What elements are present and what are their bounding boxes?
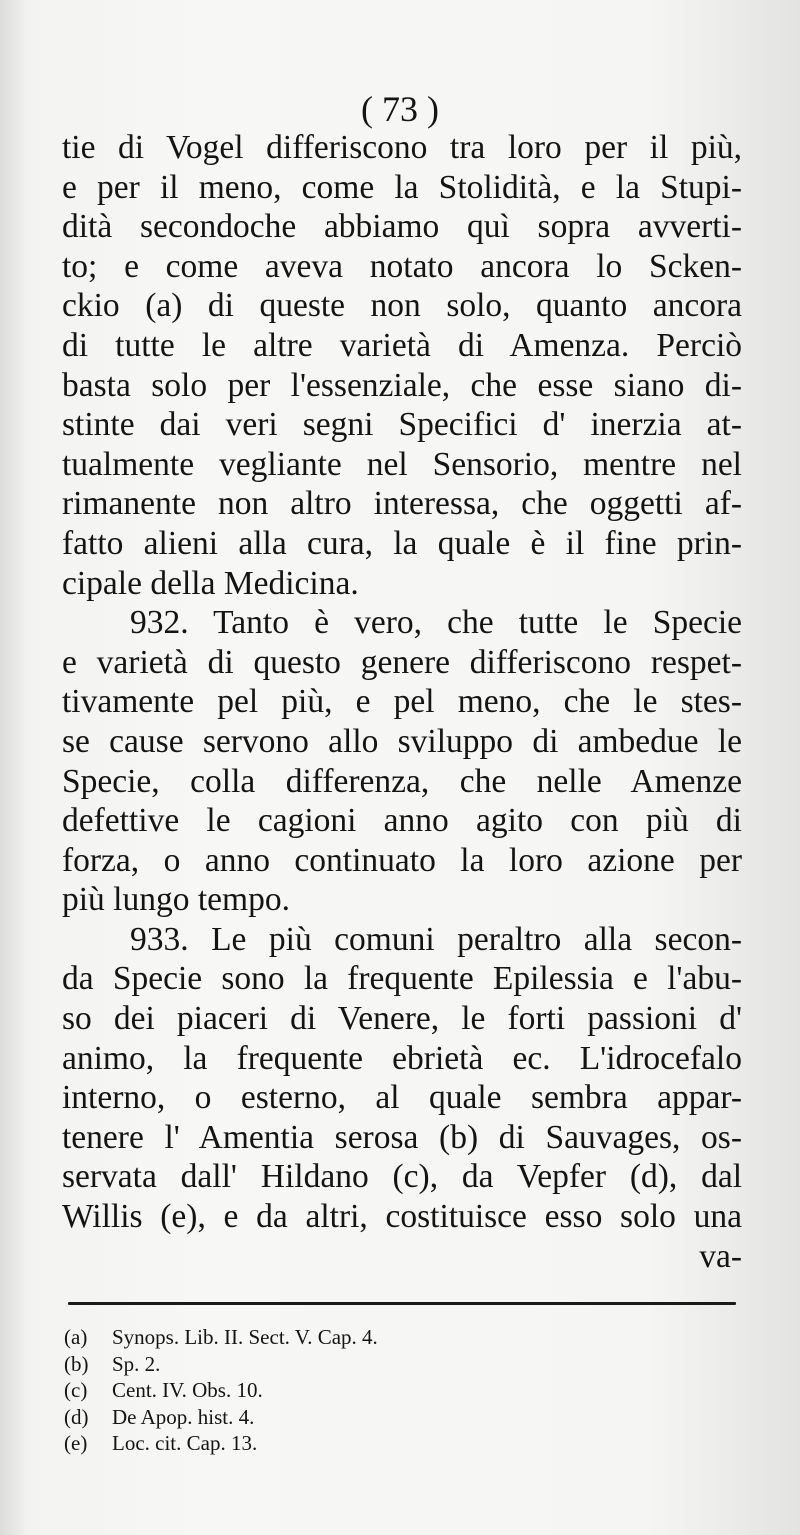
footnote-text: Synops. Lib. II. Sect. V. Cap. 4.	[112, 1325, 378, 1349]
text-line: dità secondoche abbiamo quì sopra avverti-	[62, 208, 742, 246]
text-line: so dei piaceri di Venere, le forti passioni d'	[62, 1000, 742, 1038]
footnote-mark: (b)	[64, 1351, 89, 1376]
footnote-mark: (d)	[64, 1404, 89, 1429]
text-line: più lungo tempo.	[62, 881, 290, 919]
text-line: cipale della Medicina.	[62, 564, 359, 602]
page-number: ( 73 )	[361, 89, 439, 129]
catchword: va-	[699, 1237, 742, 1275]
text-line: da Specie sono la frequente Epilessia e l'abu-	[62, 960, 742, 998]
footnote-mark: (c)	[64, 1378, 88, 1402]
footnotes	[64, 1324, 564, 1457]
footnote	[64, 1430, 564, 1457]
paragraph-start-933: 933. Le più comuni peraltro alla secon-	[130, 920, 742, 958]
text-line: tualmente vegliante nel Sensorio, mentre nel	[62, 445, 742, 483]
text-line: di tutte le altre varietà di Amenza. Perciò	[62, 326, 742, 364]
footnote	[64, 1377, 564, 1404]
footnote	[64, 1351, 564, 1378]
text-line: rimanente non altro interessa, che oggetti af-	[62, 485, 742, 523]
text-line: Willis (e), e da altri, costituisce esso solo una	[62, 1198, 742, 1236]
text-line: animo, la frequente ebrietà ec. L'idrocefalo	[62, 1039, 742, 1077]
footnote	[64, 1324, 564, 1351]
text-line: servata dall' Hildano (c), da Vepfer (d), dal	[62, 1158, 742, 1196]
footnote-text: Loc. cit. Cap. 13.	[112, 1431, 258, 1455]
footnote-mark: (a)	[64, 1325, 88, 1349]
text-line: tie di Vogel differiscono tra loro per il più,	[62, 129, 742, 166]
footnote-rule	[68, 1302, 736, 1305]
body-text	[62, 128, 742, 1276]
text-line: e per il meno, come la Stolidità, e la Stupi-	[62, 168, 742, 206]
text-line: Specie, colla differenza, che nelle Amenze	[62, 762, 742, 800]
text-line: interno, o esterno, al quale sembra appar-	[62, 1079, 742, 1117]
footnote-mark: (e)	[64, 1431, 88, 1455]
text-line: basta solo per l'essenziale, che esse siano di-	[62, 366, 742, 404]
footnote-text: Sp. 2.	[112, 1351, 161, 1376]
text-line: defettive le cagioni anno agito con più di	[62, 802, 742, 840]
text-line: forza, o anno continuato la loro azione per	[62, 841, 742, 879]
text-line: tenere l' Amentia serosa (b) di Sauvages, os-	[62, 1118, 742, 1156]
footnote-text: De Apop. hist. 4.	[112, 1404, 255, 1429]
text-line: stinte dai veri segni Specifici d' inerzia at-	[62, 406, 742, 444]
footnote-text: Cent. IV. Obs. 10.	[112, 1378, 263, 1402]
text-line: tivamente pel più, e pel meno, che le stes-	[62, 683, 742, 721]
text-line: fatto alieni alla cura, la quale è il fine prin-	[62, 524, 742, 562]
text-line: e varietà di questo genere differiscono respet-	[62, 643, 742, 681]
text-line: se cause servono allo sviluppo di ambedue le	[62, 722, 742, 760]
text-line: ckio (a) di queste non solo, quanto ancora	[62, 287, 742, 325]
text-line: to; e come aveva notato ancora lo Scken-	[62, 247, 742, 285]
paragraph-start-932: 932. Tanto è vero, che tutte le Specie	[130, 604, 742, 642]
footnote	[64, 1404, 564, 1431]
